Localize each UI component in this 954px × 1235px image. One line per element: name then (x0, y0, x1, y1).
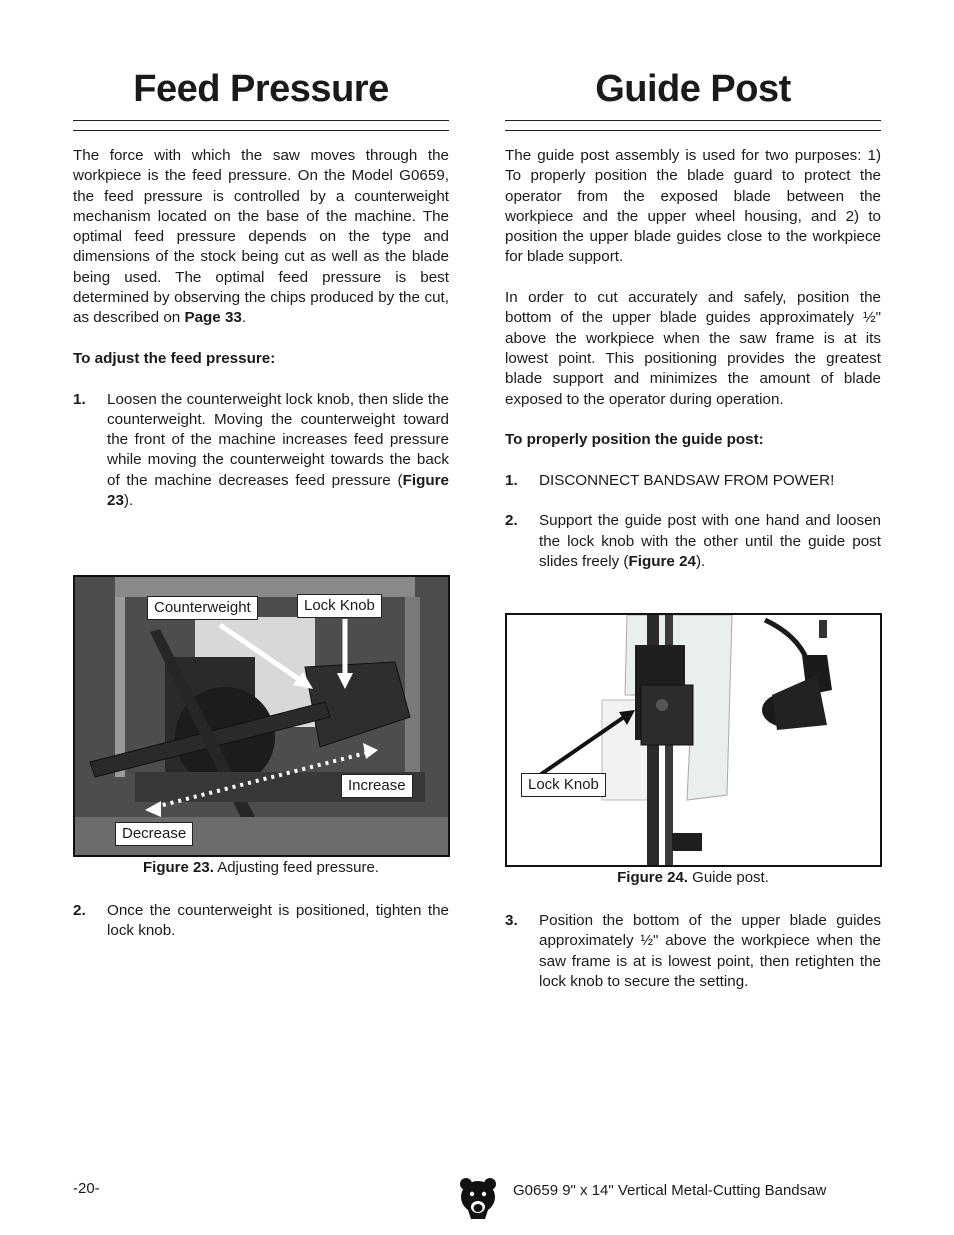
guide-step-1: 1. DISCONNECT BANDSAW FROM POWER! (505, 471, 835, 489)
title-rule-bottom (505, 130, 881, 131)
callout-increase: Increase (341, 774, 413, 798)
guide-step-2: 2. Support the guide post with one hand and loosen the lock knob with the other until the guide post slides freely (Figure 24). (505, 512, 881, 570)
feed-pressure-body (73, 146, 449, 511)
figure-23-photo (73, 575, 450, 857)
counterweight-photo (75, 577, 448, 855)
guide-step-3: 3. Position the bottom of the upper blade guides approximately ½" above the workpiece when the saw frame is at is lowest point, then retighten the lock knob to secure the setting. (505, 912, 881, 990)
section-title-feed-pressure: Feed Pressure (133, 68, 389, 110)
guide-post-para-1: The guide post assembly is used for two purposes: 1) To properly position the blade guard to protect the operator from the exposed blade between the workpiece and the upper wheel housing, and 2) to position the upper blade guides close to the workpiece for blade support. (505, 147, 881, 266)
guide-post-body (505, 146, 881, 572)
document-title: G0659 9" x 14" Vertical Metal-Cutting Bandsaw (513, 1182, 827, 1199)
figure-24-caption: Figure 24. Guide post. (617, 869, 769, 886)
grizzly-bear-logo-icon (459, 1177, 497, 1221)
title-rule-top (505, 120, 881, 121)
page-number: -20- (73, 1180, 100, 1197)
callout-decrease: Decrease (115, 822, 193, 846)
feed-step-1: 1. Loosen the counterweight lock knob, then slide the counterweight. Moving the counterweight toward the front of the machine increases feed pressure while moving the counterweight towards the back of the machine decreases feed pressure (Figure 23). (73, 390, 449, 510)
figure-24-photo (505, 613, 882, 867)
section-title-guide-post: Guide Post (595, 68, 791, 110)
figure-23-caption: Figure 23. Adjusting feed pressure. (143, 859, 379, 876)
feed-pressure-subheading: To adjust the feed pressure: (73, 349, 276, 367)
feed-step-2: 2. Once the counterweight is positioned, tighten the lock knob. (73, 902, 449, 940)
guide-post-photo (507, 615, 880, 865)
callout-lock-knob: Lock Knob (297, 594, 382, 618)
callout-lock-knob: Lock Knob (521, 773, 606, 797)
feed-pressure-intro: The force with which the saw moves through the workpiece is the feed pressure. On the Model G0659, the feed pressure is controlled by a counterweight mechanism located on the base of the machine. The optimal feed pressure depends on the type and dimensions of the stock being cut as well as the blade being used. The optimal feed pressure is best determined by observing the chips produced by the cut, as described on Page 33. (73, 147, 449, 327)
title-rule-bottom (73, 130, 449, 131)
feed-step-2-block (73, 901, 449, 942)
guide-step-3-block (505, 911, 881, 992)
guide-post-para-2: In order to cut accurately and safely, position the bottom of the upper blade guides approximately ½" above the workpiece when the saw frame is at its lowest point. This positioning provides the greatest blade support and minimizes the amount of blade exposed to the operator during operation. (505, 289, 881, 408)
guide-post-subheading: To properly position the guide post: (505, 431, 764, 449)
callout-counterweight: Counterweight (147, 596, 258, 620)
title-rule-top (73, 120, 449, 121)
